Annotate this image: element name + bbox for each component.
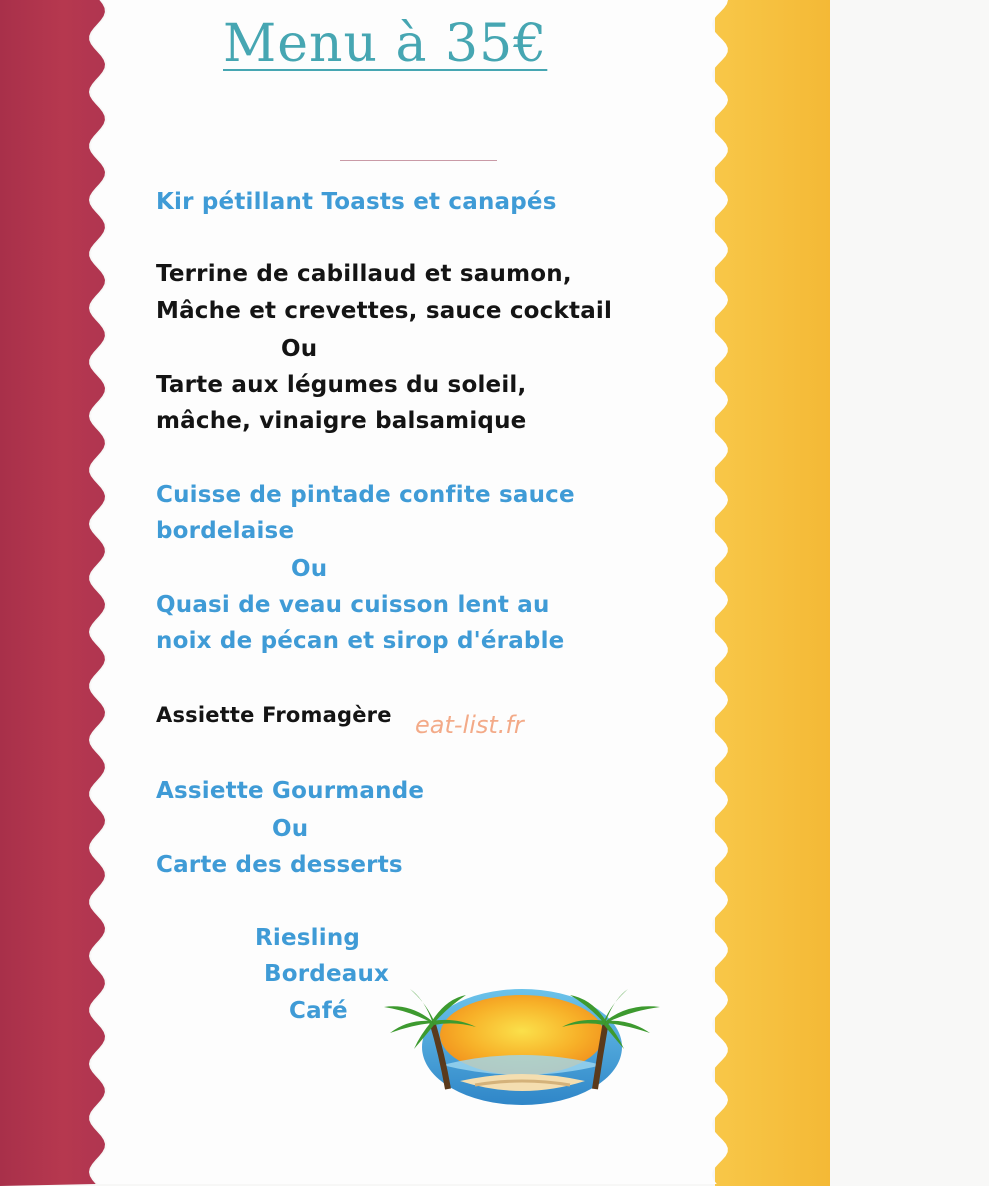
main-option-2-line-2: noix de pécan et sirop d'érable — [156, 628, 565, 654]
starter-option-1-line-1: Terrine de cabillaud et saumon, — [156, 261, 572, 287]
right-yellow-band — [715, 0, 830, 1186]
dessert-or: Ou — [272, 816, 309, 842]
drink-cafe: Café — [289, 998, 348, 1024]
watermark: eat-list.fr — [415, 711, 524, 739]
starter-option-2-line-2: mâche, vinaigre balsamique — [156, 408, 527, 434]
menu-title: Menu à 35€ — [223, 14, 548, 74]
cheese-course: Assiette Fromagère — [156, 703, 392, 727]
tropical-island-icon — [380, 985, 665, 1110]
main-option-1-line-1: Cuisse de pintade confite sauce — [156, 482, 575, 508]
dessert-option-1: Assiette Gourmande — [156, 778, 425, 804]
drink-bordeaux: Bordeaux — [264, 961, 390, 987]
main-option-1-line-2: bordelaise — [156, 518, 295, 544]
main-option-2-line-1: Quasi de veau cuisson lent au — [156, 592, 550, 618]
starter-option-1-line-2: Mâche et crevettes, sauce cocktail — [156, 298, 613, 324]
dessert-option-2: Carte des desserts — [156, 852, 403, 878]
main-or: Ou — [291, 556, 328, 582]
starter-or: Ou — [281, 336, 318, 362]
drink-riesling: Riesling — [255, 925, 361, 951]
starter-option-2-line-1: Tarte aux légumes du soleil, — [156, 372, 527, 398]
title-divider — [340, 160, 497, 161]
aperitif-line: Kir pétillant Toasts et canapés — [156, 189, 557, 215]
